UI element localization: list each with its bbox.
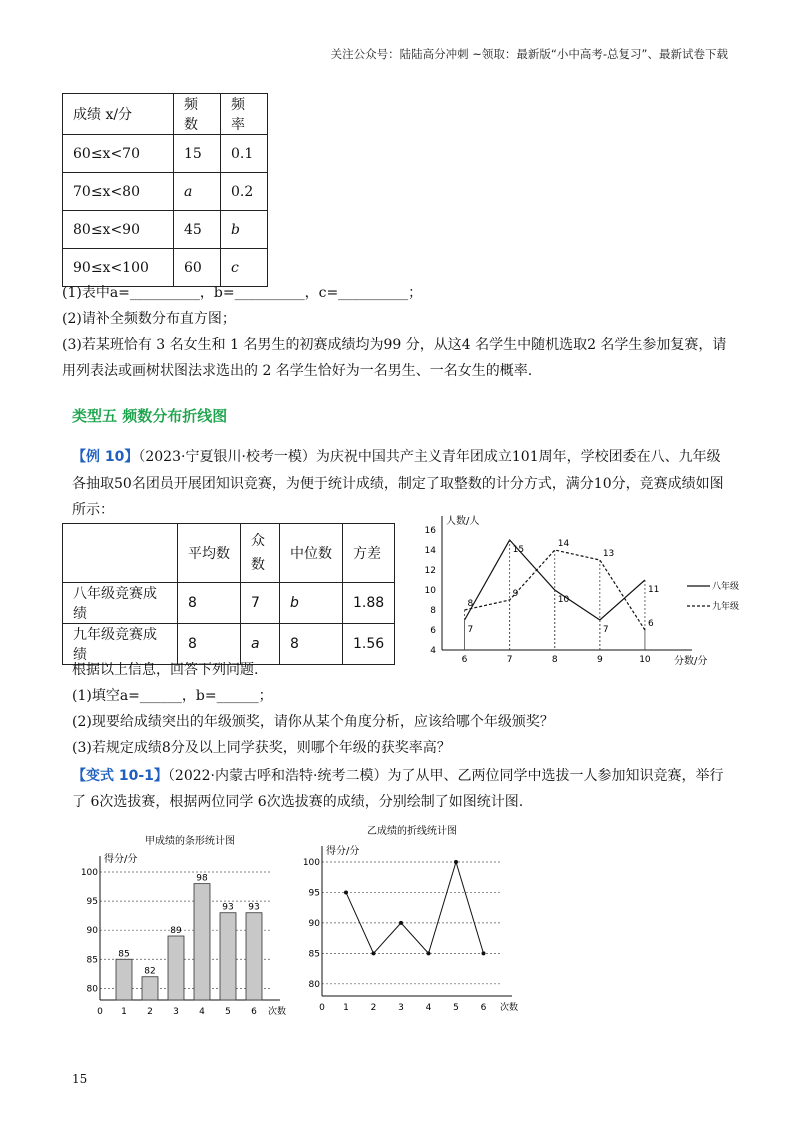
example-10-line2: 各抽取50名团员开展团知识竞赛，为便于统计成绩，制定了取整数的计分方式，满分10分，竞赛成绩如图 xyxy=(72,476,724,492)
x-tick-label: 3 xyxy=(173,1007,179,1017)
data-point xyxy=(372,951,376,955)
table-cell: 8 xyxy=(280,624,343,665)
table-cell: 70≤x<80 xyxy=(63,173,174,211)
table-cell: 8 xyxy=(178,583,241,624)
x-tick-label: 2 xyxy=(370,1003,377,1013)
bar xyxy=(194,884,210,1000)
data-label: 15 xyxy=(512,545,525,555)
y-tick-label: 12 xyxy=(424,566,436,576)
table-cell: a xyxy=(241,624,280,665)
data-label: 98 xyxy=(196,873,208,884)
after-text: 根据以上信息，回答下列问题. xyxy=(72,662,259,678)
table-row xyxy=(63,173,268,211)
y-tick-label: 8 xyxy=(430,606,436,616)
data-label: 10 xyxy=(557,595,570,605)
variant-tag: 【变式 10-1】 xyxy=(72,768,168,784)
table-cell: 90≤x<100 xyxy=(63,249,174,287)
table-row xyxy=(63,583,395,624)
example-text: （2023·宁夏银川·校考一模）为庆祝中国共产主义青年团成立101周年，学校团委在八、九年级 xyxy=(138,449,721,465)
y-tick-label: 100 xyxy=(302,858,320,868)
y-tick-label: 100 xyxy=(80,868,98,878)
example-10-part2: (2)现要给成绩突出的年级颁奖，请你从某个角度分析，应该给哪个年级颁奖？ xyxy=(72,714,554,730)
table-cell: 0.2 xyxy=(221,173,268,211)
table-cell: b xyxy=(280,583,343,624)
table-cell: 45 xyxy=(174,211,221,249)
x-axis-label: 次数 xyxy=(500,1003,519,1013)
x-tick-label: 3 xyxy=(398,1003,404,1013)
x-tick-label: 6 xyxy=(251,1007,257,1017)
table-cell: 1.56 xyxy=(343,624,395,665)
data-label: 7 xyxy=(602,625,609,635)
x-axis-label: 分数/分 xyxy=(674,656,708,667)
jia-bar-chart xyxy=(80,828,295,1028)
table-cell: b xyxy=(221,211,268,249)
x-tick-label: 10 xyxy=(639,655,651,665)
y-axis-label: 得分/分 xyxy=(104,854,138,865)
data-label: 7 xyxy=(467,625,474,635)
y-tick-label: 90 xyxy=(86,926,98,937)
grade-line-chart xyxy=(412,508,740,673)
table-cell: 60 xyxy=(174,249,221,287)
x-tick-label: 4 xyxy=(425,1003,432,1013)
table-cell: 0.1 xyxy=(221,135,268,173)
y-tick-label: 80 xyxy=(308,979,320,990)
y-tick-label: 85 xyxy=(86,955,98,966)
table-cell: a xyxy=(174,173,221,211)
table-cell: 60≤x<70 xyxy=(63,135,174,173)
table-cell: 成绩 x/分 xyxy=(63,94,174,135)
bar xyxy=(168,936,184,1000)
question-1: (1)表中a=__________，b=__________，c=__________； xyxy=(62,285,423,301)
data-point xyxy=(427,951,431,955)
x-tick-label: 8 xyxy=(551,655,558,665)
series-line xyxy=(346,862,484,953)
table-cell: 15 xyxy=(174,135,221,173)
x-tick-label: 2 xyxy=(147,1007,153,1017)
data-label: 93 xyxy=(222,902,234,913)
variant-text: （2022·内蒙古呼和浩特·统考二模）为了从甲、乙两位同学中选拔一人参加知识竞赛，举行 xyxy=(167,768,724,784)
bar xyxy=(142,977,158,1000)
y-tick-label: 80 xyxy=(86,984,98,995)
chart-title: 甲成绩的条形统计图 xyxy=(145,836,235,847)
bar xyxy=(220,913,236,1000)
y-tick-label: 90 xyxy=(308,918,320,929)
table-cell: 九年级竞赛成绩 xyxy=(63,624,178,665)
question-3-line1: (3)若某班恰有 3 名女生和 1 名男生的初赛成绩均为99 分，从这4 名学生中随机选取2 名学生参加复赛，请 xyxy=(62,337,727,353)
table-row xyxy=(63,135,268,173)
data-label: 11 xyxy=(647,585,660,595)
x-tick-label: 6 xyxy=(461,655,468,665)
page-header: 关注公众号：陆陆高分冲刺 ~领取：最新版“小中高考-总复习”、最新试卷下载 xyxy=(330,47,728,61)
x-tick-label: 9 xyxy=(596,655,603,665)
question-2: (2)请补全频数分布直方图； xyxy=(62,311,236,327)
table-row xyxy=(63,524,395,583)
table-row xyxy=(63,211,268,249)
table-cell: 7 xyxy=(241,583,280,624)
table-cell: 频率 xyxy=(221,94,268,135)
page-number: 15 xyxy=(72,1072,88,1086)
table-row xyxy=(63,94,268,135)
data-label: 13 xyxy=(602,549,615,559)
variant-10-line2: 了 6次选拔赛，根据两位同学 6次选拔赛的成绩，分别绘制了如图统计图. xyxy=(72,794,524,810)
x-tick-label: 7 xyxy=(506,655,513,665)
data-label: 85 xyxy=(118,949,130,960)
table-cell: 方差 xyxy=(343,524,395,583)
data-point xyxy=(344,890,348,894)
x-tick-label: 1 xyxy=(121,1007,127,1017)
table-cell: 平均数 xyxy=(178,524,241,583)
data-label: 93 xyxy=(248,902,260,913)
table-cell: 八年级竞赛成绩 xyxy=(63,583,178,624)
y-tick-label: 10 xyxy=(424,586,436,596)
table-cell: 80≤x<90 xyxy=(63,211,174,249)
x-tick-label: 4 xyxy=(199,1007,205,1017)
table-row xyxy=(63,249,268,287)
y-tick-label: 4 xyxy=(430,646,436,656)
y-tick-label: 85 xyxy=(308,949,320,960)
data-label: 6 xyxy=(647,619,654,629)
example-10-part3: (3)若规定成绩8分及以上同学获奖，则哪个年级的获奖率高？ xyxy=(72,740,451,756)
table-cell: 8 xyxy=(178,624,241,665)
x-tick-label: 6 xyxy=(480,1003,487,1013)
y-tick-label: 14 xyxy=(424,546,436,556)
table-cell: 中位数 xyxy=(280,524,343,583)
y-tick-label: 95 xyxy=(86,897,98,908)
origin-label: 0 xyxy=(319,1003,325,1013)
y-axis-label: 得分/分 xyxy=(326,846,360,857)
y-axis-label: 人数/人 xyxy=(446,516,480,527)
y-tick-label: 16 xyxy=(424,526,436,536)
data-point xyxy=(399,921,403,925)
frequency-table xyxy=(62,93,268,287)
example-10-line1 xyxy=(72,447,721,467)
table-cell xyxy=(63,524,178,583)
x-tick-label: 1 xyxy=(343,1003,349,1013)
x-tick-label: 5 xyxy=(225,1007,231,1017)
data-point xyxy=(482,951,486,955)
example-10-line3: 所示： xyxy=(72,502,114,518)
data-label: 8 xyxy=(467,599,474,609)
bar xyxy=(116,959,132,1000)
example-tag: 【例 10】 xyxy=(72,449,139,465)
example-10-part1: (1)填空a=______，b=______； xyxy=(72,688,273,704)
table-row xyxy=(63,624,395,665)
stats-table xyxy=(62,523,395,665)
x-tick-label: 5 xyxy=(453,1003,459,1013)
data-label: 14 xyxy=(557,539,570,549)
table-cell: c xyxy=(221,249,268,287)
table-cell: 1.88 xyxy=(343,583,395,624)
data-label: 9 xyxy=(512,589,519,599)
legend-label: 八年级 xyxy=(712,582,740,592)
data-label: 89 xyxy=(170,926,182,936)
bar xyxy=(246,913,262,1000)
legend-label: 九年级 xyxy=(712,602,740,612)
y-tick-label: 6 xyxy=(430,626,436,636)
x-axis-label: 次数 xyxy=(268,1007,287,1017)
y-tick-label: 95 xyxy=(308,888,320,899)
variant-10-line1 xyxy=(72,766,723,786)
section-heading: 类型五 频数分布折线图 xyxy=(72,407,228,425)
table-cell: 众数 xyxy=(241,524,280,583)
table-cell: 频数 xyxy=(174,94,221,135)
origin-label: 0 xyxy=(97,1007,103,1017)
chart-title: 乙成绩的折线统计图 xyxy=(367,826,457,837)
data-label: 82 xyxy=(144,966,156,977)
question-3-line2: 用列表法或画树状图法求选出的 2 名学生恰好为一名男生、一名女生的概率. xyxy=(62,363,533,379)
yi-line-chart xyxy=(302,818,532,1028)
data-point xyxy=(454,860,458,864)
